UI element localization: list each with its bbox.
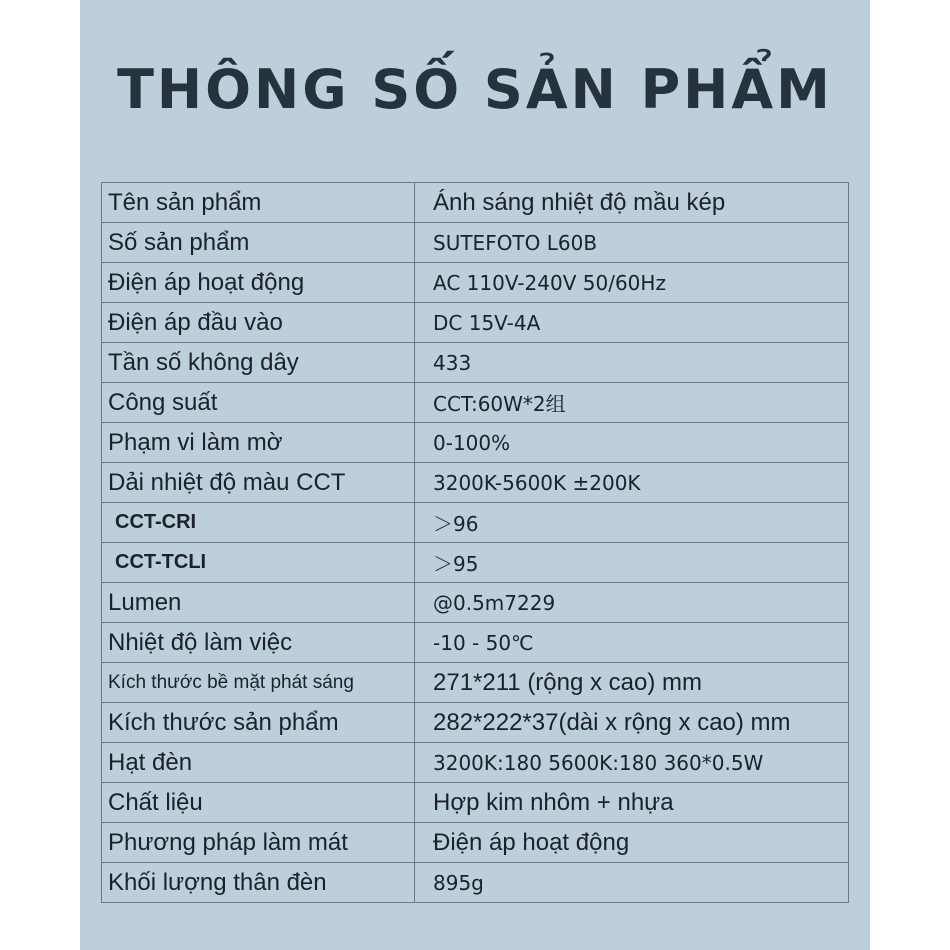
table-row [102, 383, 849, 423]
table-row [102, 703, 849, 743]
table-row [102, 183, 849, 223]
table-row [102, 343, 849, 383]
spec-value: 3200K-5600K ±200K [415, 463, 849, 503]
spec-value: Ánh sáng nhiệt độ mầu kép [415, 183, 849, 223]
table-row [102, 743, 849, 783]
spec-value: DC 15V-4A [415, 303, 849, 343]
spec-value: 282*222*37(dài x rộng x cao) mm [415, 703, 849, 743]
spec-value: Hợp kim nhôm + nhựa [415, 783, 849, 823]
table-row [102, 263, 849, 303]
spec-label: Kích thước bề mặt phát sáng [102, 663, 415, 703]
spec-value: 433 [415, 343, 849, 383]
table-row [102, 503, 849, 543]
spec-label: Tên sản phẩm [102, 183, 415, 223]
page-title: THÔNG SỐ SẢN PHẨM [117, 58, 833, 121]
table-row [102, 783, 849, 823]
spec-label: Nhiệt độ làm việc [102, 623, 415, 663]
spec-label: Lumen [102, 583, 415, 623]
spec-label: Phương pháp làm mát [102, 823, 415, 863]
table-row [102, 303, 849, 343]
spec-label: Phạm vi làm mờ [102, 423, 415, 463]
spec-label: Khối lượng thân đèn [102, 863, 415, 903]
table-row [102, 463, 849, 503]
spec-value: @0.5m7229 [415, 583, 849, 623]
table-row [102, 623, 849, 663]
spec-value: AC 110V-240V 50/60Hz [415, 263, 849, 303]
spec-value: 895g [415, 863, 849, 903]
spec-label: Kích thước sản phẩm [102, 703, 415, 743]
table-row [102, 583, 849, 623]
spec-label: Hạt đèn [102, 743, 415, 783]
spec-value: Điện áp hoạt động [415, 823, 849, 863]
spec-label: Chất liệu [102, 783, 415, 823]
spec-value: SUTEFOTO L60B [415, 223, 849, 263]
table-row [102, 543, 849, 583]
spec-value: 271*211 (rộng x cao) mm [415, 663, 849, 703]
spec-value: CCT:60W*2组 [415, 383, 849, 423]
table-row [102, 223, 849, 263]
table-row [102, 823, 849, 863]
table-row [102, 863, 849, 903]
spec-label: Tần số không dây [102, 343, 415, 383]
spec-value: -10 - 50℃ [415, 623, 849, 663]
spec-value: 3200K:180 5600K:180 360*0.5W [415, 743, 849, 783]
spec-label: Công suất [102, 383, 415, 423]
spec-value: 0-100% [415, 423, 849, 463]
spec-value: ＞96 [415, 503, 849, 543]
spec-table [101, 182, 849, 903]
spec-label: Dải nhiệt độ màu CCT [102, 463, 415, 503]
spec-label: CCT-TCLI [102, 543, 415, 583]
spec-label: Điện áp hoạt động [102, 263, 415, 303]
table-row [102, 423, 849, 463]
spec-value: ＞95 [415, 543, 849, 583]
spec-label: Điện áp đầu vào [102, 303, 415, 343]
spec-label: CCT-CRI [102, 503, 415, 543]
table-row [102, 663, 849, 703]
spec-label: Số sản phẩm [102, 223, 415, 263]
